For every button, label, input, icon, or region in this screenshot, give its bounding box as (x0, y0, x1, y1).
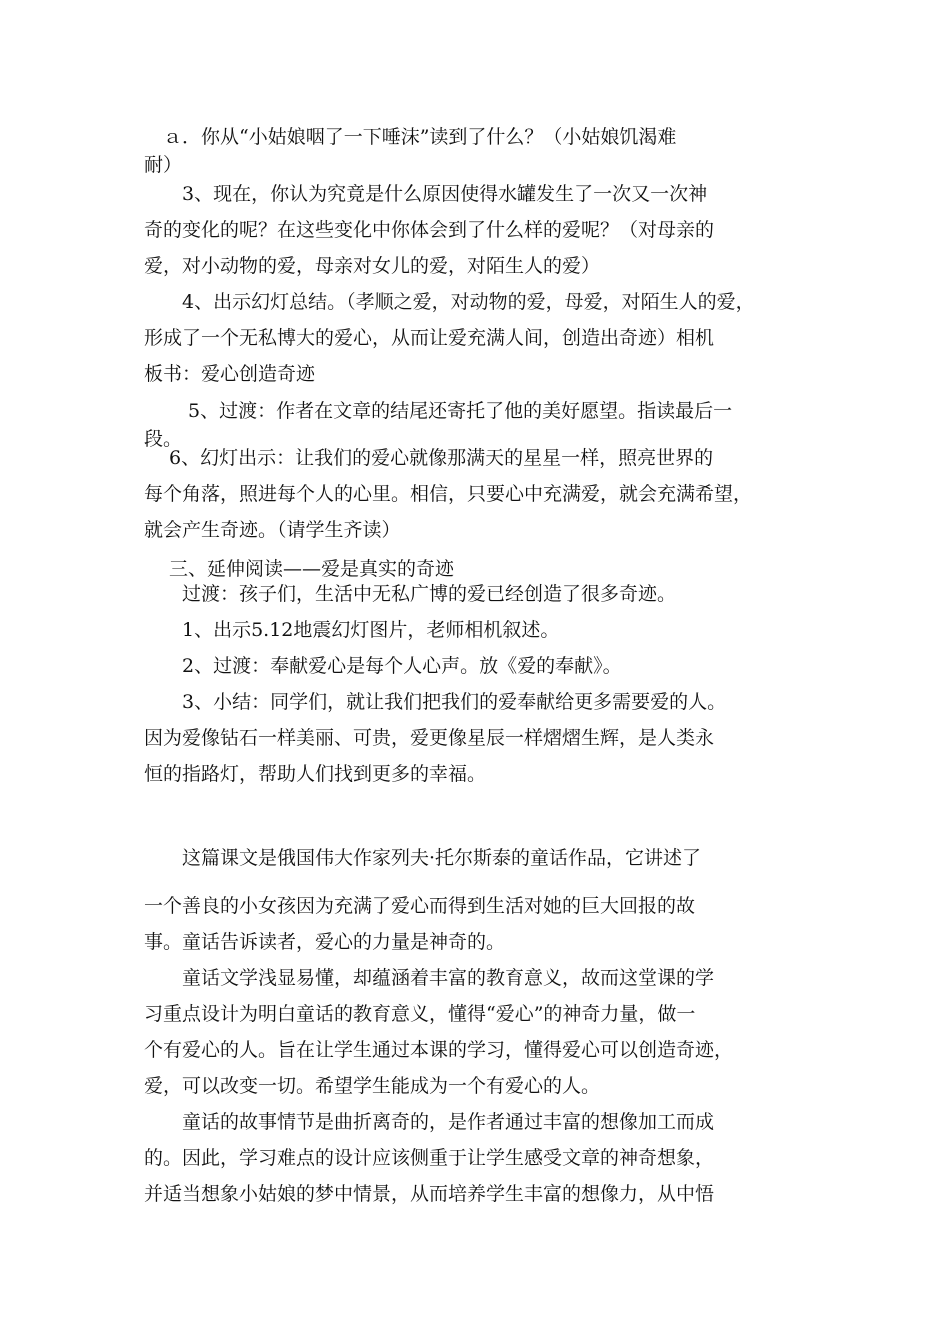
text-line: 3、小结：同学们，就让我们把我们的爱奉献给更多需要爱的人。 (144, 691, 727, 713)
text-line: 3、现在，你认为究竟是什么原因使得水罐发生了一次又一次神 (144, 183, 708, 205)
text-line: 爱，对小动物的爱，母亲对女儿的爱，对陌生人的爱） (144, 255, 601, 277)
text-line: 事。童话告诉读者，爱心的力量是神奇的。 (144, 931, 506, 953)
text-line: 这篇课文是俄国伟大作家列夫·托尔斯泰的童话作品，它讲述了 (144, 847, 702, 869)
text-line: 习重点设计为明白童话的教育意义，懂得“爱心”的神奇力量，做一 (144, 1003, 696, 1025)
paragraph-lesson-intro (144, 840, 814, 876)
paragraph-lesson-analysis (144, 888, 814, 1212)
text-line: 1、出示5.12地震幻灯图片，老师相机叙述。 (144, 619, 560, 641)
text-line: 段。 (144, 428, 183, 450)
text-line: 每个角落，照进每个人的心里。相信，只要心中充满爱，就会充满希望， (144, 483, 753, 505)
text-line: 一个善良的小女孩因为充满了爱心而得到生活对她的巨大回报的故 (144, 895, 696, 917)
text-line: ａ．你从“小姑娘咽了一下唾沫”读到了什么？（小姑娘饥渴难 (144, 126, 677, 148)
text-line: 因为爱像钻石一样美丽、可贵，爱更像星辰一样熠熠生辉，是人类永 (144, 727, 715, 749)
text-line: 恒的指路灯，帮助人们找到更多的幸福。 (144, 763, 487, 785)
paragraph-step-6 (144, 440, 814, 548)
text-line: 三、延伸阅读——爱是真实的奇迹 (144, 558, 455, 580)
text-line: 板书：爱心创造奇迹 (144, 363, 316, 385)
text-line: 5、过渡：作者在文章的结尾还寄托了他的美好愿望。指读最后一 (144, 400, 733, 422)
text-line: 耐） (144, 154, 183, 176)
text-line: 个有爱心的人。旨在让学生通过本课的学习，懂得爱心可以创造奇迹， (144, 1039, 734, 1061)
paragraph-step-4 (144, 284, 814, 392)
text-line: 并适当想象小姑娘的梦中情景，从而培养学生丰富的想像力，从中悟 (144, 1183, 715, 1205)
text-line: 形成了一个无私博大的爱心，从而让爱充满人间，创造出奇迹）相机 (144, 327, 715, 349)
text-line: 童话的故事情节是曲折离奇的，是作者通过丰富的想像加工而成 (144, 1111, 715, 1133)
text-line: 爱，可以改变一切。希望学生能成为一个有爱心的人。 (144, 1075, 601, 1097)
text-line: 奇的变化的呢？在这些变化中你体会到了什么样的爱呢？（对母亲的 (144, 219, 715, 241)
text-line: 2、过渡：奉献爱心是每个人心声。放《爱的奉献》。 (144, 655, 622, 677)
paragraph-question-a (144, 123, 814, 179)
text-line: 的。因此，学习难点的设计应该侧重于让学生感受文章的神奇想象， (144, 1147, 715, 1169)
paragraph-extended-reading (144, 576, 814, 792)
text-line: 过渡：孩子们，生活中无私广博的爱已经创造了很多奇迹。 (144, 583, 677, 605)
text-line: 童话文学浅显易懂，却蕴涵着丰富的教育意义，故而这堂课的学 (144, 967, 715, 989)
text-line: 就会产生奇迹。（请学生齐读） (144, 519, 401, 541)
paragraph-step-3 (144, 176, 814, 284)
text-line: 6、幻灯出示：让我们的爱心就像那满天的星星一样，照亮世界的 (144, 447, 714, 469)
text-line: 4、出示幻灯总结。（孝顺之爱，对动物的爱，母爱，对陌生人的爱， (144, 291, 755, 313)
